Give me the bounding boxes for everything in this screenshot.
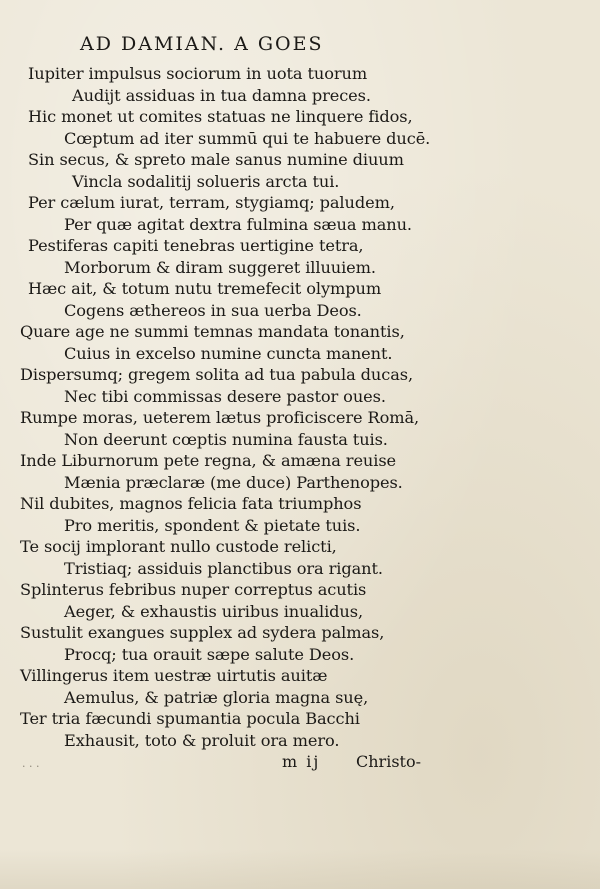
verse-line: Per quæ agitat dextra fulmina sæua manu. (64, 214, 412, 234)
verse-line: Pestiferas capiti tenebras uertigine tetra, (28, 236, 364, 255)
verse-line: Hæc ait, & totum nutu tremefecit olympum (28, 279, 382, 298)
paper-edge-shading (0, 849, 600, 889)
verse-line: Splinterus febribus nuper correptus acutis (20, 580, 367, 599)
running-head: AD DAMIAN. A GOES (80, 33, 324, 55)
verse-line: Hic monet ut comites statuas ne linquere fidos, (28, 107, 413, 126)
page-smudge: · · · (22, 760, 40, 773)
verse-line: Tristiaq; assiduis planctibus ora rigant. (64, 558, 383, 578)
verse-line: Vincla sodalitij solueris arcta tui. (72, 171, 340, 191)
verse-line: Cuius in excelso numine cuncta manent. (64, 343, 393, 363)
verse-line: Procq; tua orauit sæpe salute Deos. (64, 644, 355, 664)
verse-line: Nec tibi commissas desere pastor oues. (64, 386, 386, 406)
verse-line: Non deerunt cœptis numina fausta tuis. (64, 429, 388, 449)
verse-line: Sin secus, & spreto male sanus numine diuum (28, 150, 404, 169)
verse-line: Pro meritis, spondent & pietate tuis. (64, 515, 361, 535)
verse-line: Ter tria fæcundi spumantia pocula Bacchi (20, 709, 360, 728)
verse-line: Villingerus item uestræ uirtutis auitæ (20, 666, 328, 685)
verse-line: Aeger, & exhaustis uiribus inualidus, (64, 601, 364, 621)
verse-line: Cœptum ad iter summū qui te habuere ducē. (64, 128, 431, 148)
verse-line: Rumpe moras, ueterem lætus proficiscere Romā, (20, 408, 420, 427)
verse-line: Dispersumq; gregem solita ad tua pabula ducas, (20, 365, 414, 384)
verse-line: Cogens æthereos in sua uerba Deos. (64, 300, 362, 320)
verse-line: Morborum & diram suggeret illuuiem. (64, 257, 376, 277)
verse-line: Te socij implorant nullo custode relicti, (20, 537, 337, 556)
verse-line: Sustulit exangues supplex ad sydera palmas, (20, 623, 385, 642)
verse-block (0, 63, 600, 751)
verse-line: Audijt assiduas in tua damna preces. (72, 85, 371, 105)
signature-mark: m ij (282, 752, 321, 771)
catchword: Christo- (356, 752, 421, 771)
verse-line: Per cælum iurat, terram, stygiamq; paludem, (28, 193, 395, 212)
verse-line: Mænia præclaræ (me duce) Parthenopes. (64, 472, 403, 492)
verse-line: Quare age ne summi temnas mandata tonantis, (20, 322, 405, 341)
verse-line: Aemulus, & patriæ gloria magna suę, (64, 687, 369, 707)
verse-line: Iupiter impulsus sociorum in uota tuorum (28, 64, 368, 83)
verse-line: Inde Liburnorum pete regna, & amæna reuise (20, 451, 397, 470)
verse-line: Nil dubites, magnos felicia fata triumphos (20, 494, 362, 513)
verse-line: Exhausit, toto & proluit ora mero. (64, 730, 340, 750)
